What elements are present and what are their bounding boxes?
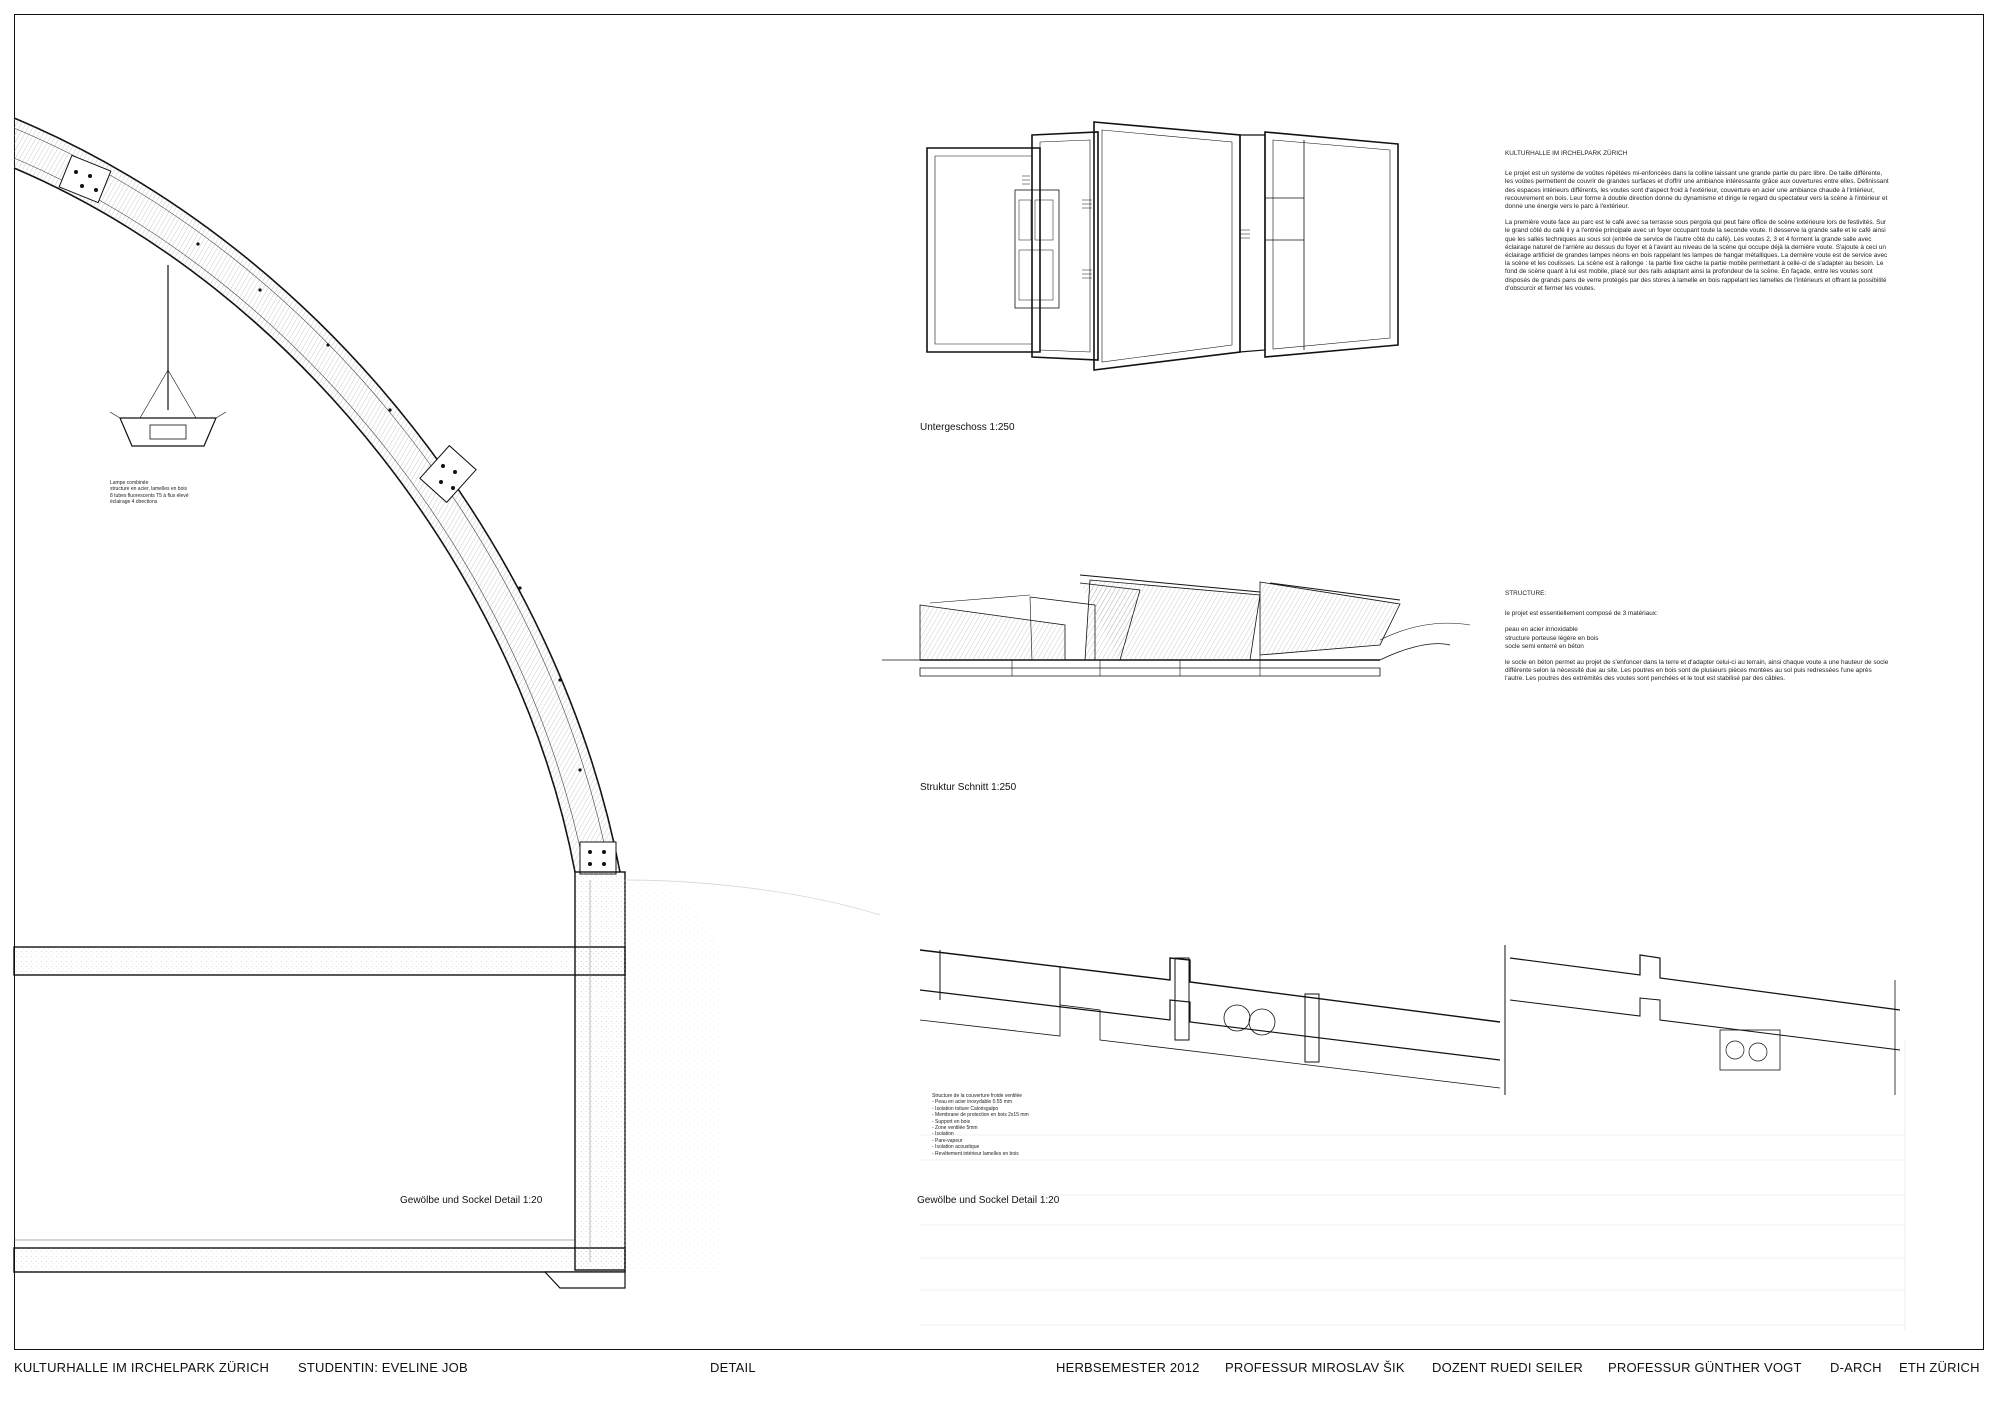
earth-mound [625, 880, 720, 1270]
project-description [1505, 150, 1890, 301]
structure-description [1505, 590, 1890, 692]
layer-legend-line: - Support en bois [932, 1118, 971, 1125]
lamp-note-line: Lampe combinée [110, 480, 149, 486]
plinth-footing [545, 1272, 625, 1288]
footer-sheet-label: DETAIL [710, 1360, 756, 1375]
layer-legend [932, 1093, 1092, 1157]
material-item: socle semi enterré en béton [1505, 642, 1584, 650]
footer-lecturer: DOZENT RUEDI SEILER [1432, 1360, 1583, 1375]
structure-title: STRUCTURE: [1505, 590, 1547, 597]
structure-intro: le projet est essentiellement composé de 3 matériaux: [1505, 610, 1658, 618]
layer-legend-line: - Isolation [932, 1131, 954, 1138]
layer-legend-line: - Zone ventilée 5mm [932, 1125, 978, 1132]
lamp-note-line: 8 tubes fluorescents T5 à flux élevé [110, 492, 189, 499]
layer-legend-line: - Pare-vapeur [932, 1137, 963, 1144]
vault-detail-caption: Gewölbe und Sockel Detail 1:20 [400, 1195, 543, 1206]
project-description-paragraph: Le projet est un système de voûtes répétées mi-enfoncées dans la colline laissant une grande partie du parc libre. De taille différente, les voûtes permettent de couvrir de grandes surfaces et d'offrir une ambiance intéressante grâce aux ouvertures entre elles. Définissant des espaces intérieurs différents, les voutes sont d'aspect froid à l'extérieur, couverture en acier une ambiance chaude à l'intérieur, recouvrement en bois. Leur forme à double direction donne du dynamisme et dirige le regard du spectateur vers la scène à l'intérieur et donne une énergie vers le parc à l'extérieur. [1505, 170, 1889, 211]
footer-professor-vogt: PROFESSUR GÜNTHER VOGT [1608, 1360, 1802, 1375]
vault-arch-outer [14, 118, 620, 872]
structure-paragraph: le socle en béton permet au projet de s'enfoncer dans la terre et d'adapter celui-ci au terrain, ainsi chaque voute a une hauteur de socle différente selon la nécessité due au site. Les poutres en bois sont de plusieurs pièces montées au sol puis redressées l'une après l'autre. Les poutres des extrémités des voutes sont penchées et le tout est stabilisé par des câbles. [1505, 659, 1889, 683]
vault-arch-inner [14, 168, 575, 872]
footer-project: KULTURHALLE IM IRCHELPARK ZÜRICH [14, 1360, 270, 1375]
footer-professor-sik: PROFESSUR MIROSLAV ŠIK [1225, 1360, 1405, 1375]
lamp-note [110, 480, 230, 506]
layer-legend-line: - Membrane de protection en bois 2x15 mm [932, 1112, 1029, 1119]
layer-legend-line: - Isolation toiture Calorisgalpo [932, 1105, 999, 1112]
concrete-plinth-column [575, 872, 625, 1270]
detail-caption: Gewölbe und Sockel Detail 1:20 [917, 1195, 1060, 1206]
basement-floor-plan-drawing [927, 122, 1398, 370]
concrete-floor-slab-upper [14, 947, 625, 975]
layer-legend-line: - Isolation acoustique [932, 1144, 980, 1151]
structural-section-drawing [882, 575, 1470, 676]
material-item: peau en acier innoxidable [1505, 626, 1578, 634]
vault-plinth-detail-drawing [14, 118, 880, 1288]
footer-student: STUDENTIN: EVELINE JOB [298, 1360, 468, 1375]
footer-semester: HERBSEMESTER 2012 [1056, 1360, 1200, 1375]
project-description-paragraph: La première voute face au parc est le café avec sa terrasse sous pergola qui peut faire office de scène extérieure lors de festivités. Sur le grand côté du café il y a l'entrée principale avec un foyer occupant toute la seconde voute. Il desserve la grande salle et le café ainsi que les salles techniques au sous sol (entrée de service de l'autre côté du café). Les voutes 2, 3 et 4 forment la grande salle avec éclairage naturel de l'arrière au dessus du foyer et à l'avant au niveau de la scène qui occupe déjà la dernière voute. S'ajoute à ceci un éclairage artificiel de grandes lampes néons en bois rappelant les lampes de hangar métalliques. La dernière voute est de service avec la scène et les coulisses. La scène est à rallonge : la partie fixe cache la partie mobile permettant à celle-ci de s'adapter au besoin. Le fond de scène quant à lui est mobile, placé sur des rails adaptant ainsi la profondeur de la scène. En façade, entre les voutes sont disposés de grands pans de verre protégés par des stores à lamelle en bois rappelant les lamelles de l'intérieurs et offrant la possibilité d'obscurcir et fermer les voutes. [1505, 219, 1888, 292]
vault-arch-fill [14, 118, 620, 872]
project-description-title: KULTURHALLE IM IRCHELPARK ZÜRICH [1505, 150, 1628, 157]
footer-school: ETH ZÜRICH [1899, 1360, 1980, 1375]
floorplan-caption: Untergeschoss 1:250 [920, 422, 1015, 433]
lamp-note-line: éclairage 4 directions [110, 499, 158, 506]
footer-department: D-ARCH [1830, 1360, 1882, 1375]
layer-legend-line: Structure de la couverture froide ventilée [932, 1093, 1023, 1099]
section-caption: Struktur Schnitt 1:250 [920, 782, 1017, 793]
layer-legend-line: - Revêtement intérieur lamelles en bois [932, 1150, 1019, 1157]
lamp-note-line: structure en acier, lamelles en bois [110, 486, 187, 493]
layer-legend-line: - Peau en acier inoxydable 0.55 mm [932, 1099, 1013, 1106]
concrete-floor-slab-lower [14, 1248, 625, 1272]
material-item: structure porteuse légère en bois [1505, 634, 1599, 642]
